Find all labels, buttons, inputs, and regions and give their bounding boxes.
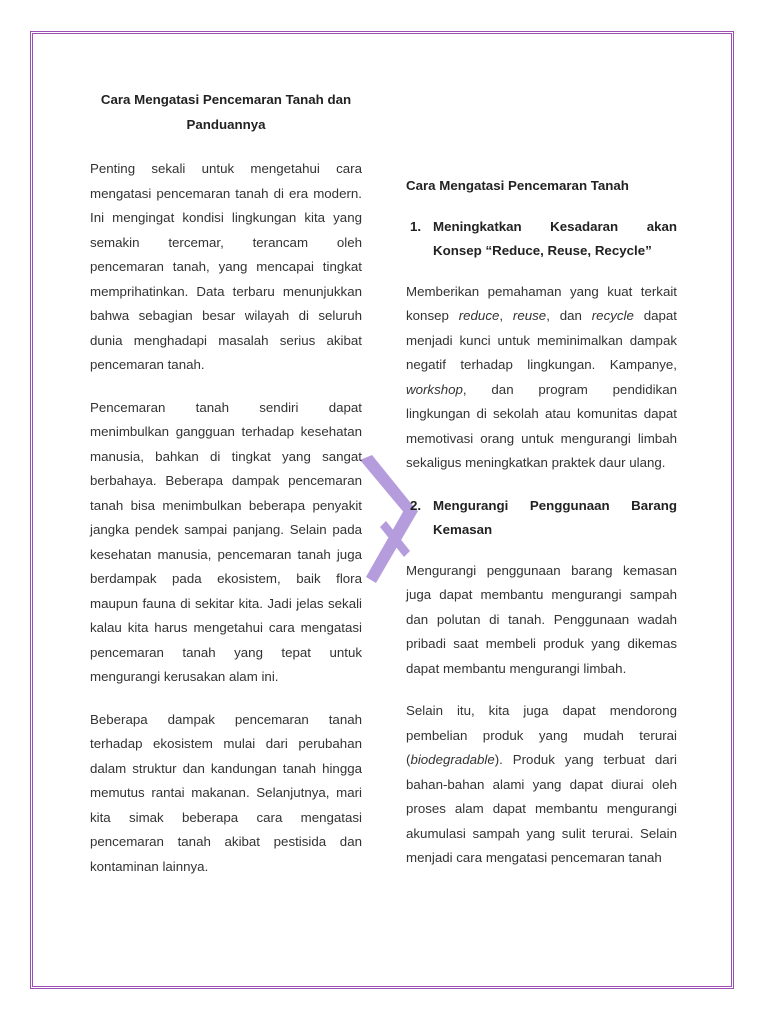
- left-column: [90, 88, 362, 879]
- paragraph-health-impact: Pencemaran tanah sendiri dapat menimbulkan gangguan terhadap kesehatan manusia, bahkan di tingkat yang sangat berbahaya. Beberapa dampak pencemaran tanah bisa menimbulkan beberapa penyakit jangka pendek sampai panjang. Selain pada kesehatan manusia, pencemaran tanah juga berdampak pada ekosistem, baik flora maupun fauna di sekitar kita. Jadi jelas sekali kalau kita harus mengetahui cara mengatasi pencemaran tanah yang tepat untuk mengurangi kerusakan alam ini.: [90, 399, 362, 684]
- item-number: 2.: [410, 497, 422, 513]
- paragraph-packaging: Mengurangi penggunaan barang kemasan juga dapat membantu mengurangi sampah dan polutan di tanah. Penggunaan wadah pribadi saat membeli produk yang dikemas dapat membantu mengurangi limbah.: [406, 562, 677, 676]
- italic-term: reuse: [512, 308, 547, 323]
- italic-term: recycle: [591, 308, 634, 323]
- paragraph-3r-concept: Memberikan pemahaman yang kuat terkait konsep reduce, reuse, dan recycle dapat menjadi kunci untuk meminimalkan dampak negatif terhadap lingkungan. Kampanye, workshop, dan program pendidikan lingkungan di sekolah atau komunitas dapat memotivasi orang untuk mengurangi limbah sekaligus meningkatkan praktek daur ulang.: [406, 283, 677, 470]
- right-column: [406, 174, 677, 889]
- item-heading-text: Meningkatkan Kesadaran akan Konsep “Reduce, Reuse, Recycle”: [433, 218, 677, 258]
- italic-term: workshop: [406, 381, 463, 397]
- italic-term: biodegradable: [410, 752, 495, 767]
- section-heading: Cara Mengatasi Pencemaran Tanah: [406, 178, 629, 193]
- numbered-heading-1: [406, 215, 677, 264]
- item-number: 1.: [410, 218, 422, 234]
- item-heading-text: Mengurangi Penggunaan Barang Kemasan: [433, 497, 677, 537]
- italic-term: reduce: [458, 308, 500, 323]
- paragraph-biodegradable: Selain itu, kita juga dapat mendorong pembelian produk yang mudah terurai (biodegradable). Produk yang terbuat dari bahan-bahan alami yang dapat diurai oleh proses alam dapat membantu mengurangi akumulasi sampah yang sulit terurai. Selain menjadi cara mengatasi pencemaran tanah: [406, 703, 677, 865]
- numbered-heading-2: [406, 494, 677, 543]
- paragraph-ecosystem-impact: Beberapa dampak pencemaran tanah terhadap ekosistem mulai dari perubahan dalam struktur dan kandungan tanah hingga memutus rantai makanan. Selanjutnya, mari kita simak beberapa cara mengatasi pencemaran tanah akibat pestisida dan kontaminan lainnya.: [90, 711, 362, 874]
- paragraph-intro: Penting sekali untuk mengetahui cara mengatasi pencemaran tanah di era modern. Ini mengingat kondisi lingkungan kita yang semakin tercemar, terancam oleh pencemaran tanah, yang mencapai tingkat memprihatinkan. Data terbaru menunjukkan bahwa sebagian besar wilayah di seluruh dunia menghadapi masalah serius akibat pencemaran tanah.: [90, 161, 362, 372]
- document-title: Cara Mengatasi Pencemaran Tanah dan Panduannya: [100, 92, 352, 132]
